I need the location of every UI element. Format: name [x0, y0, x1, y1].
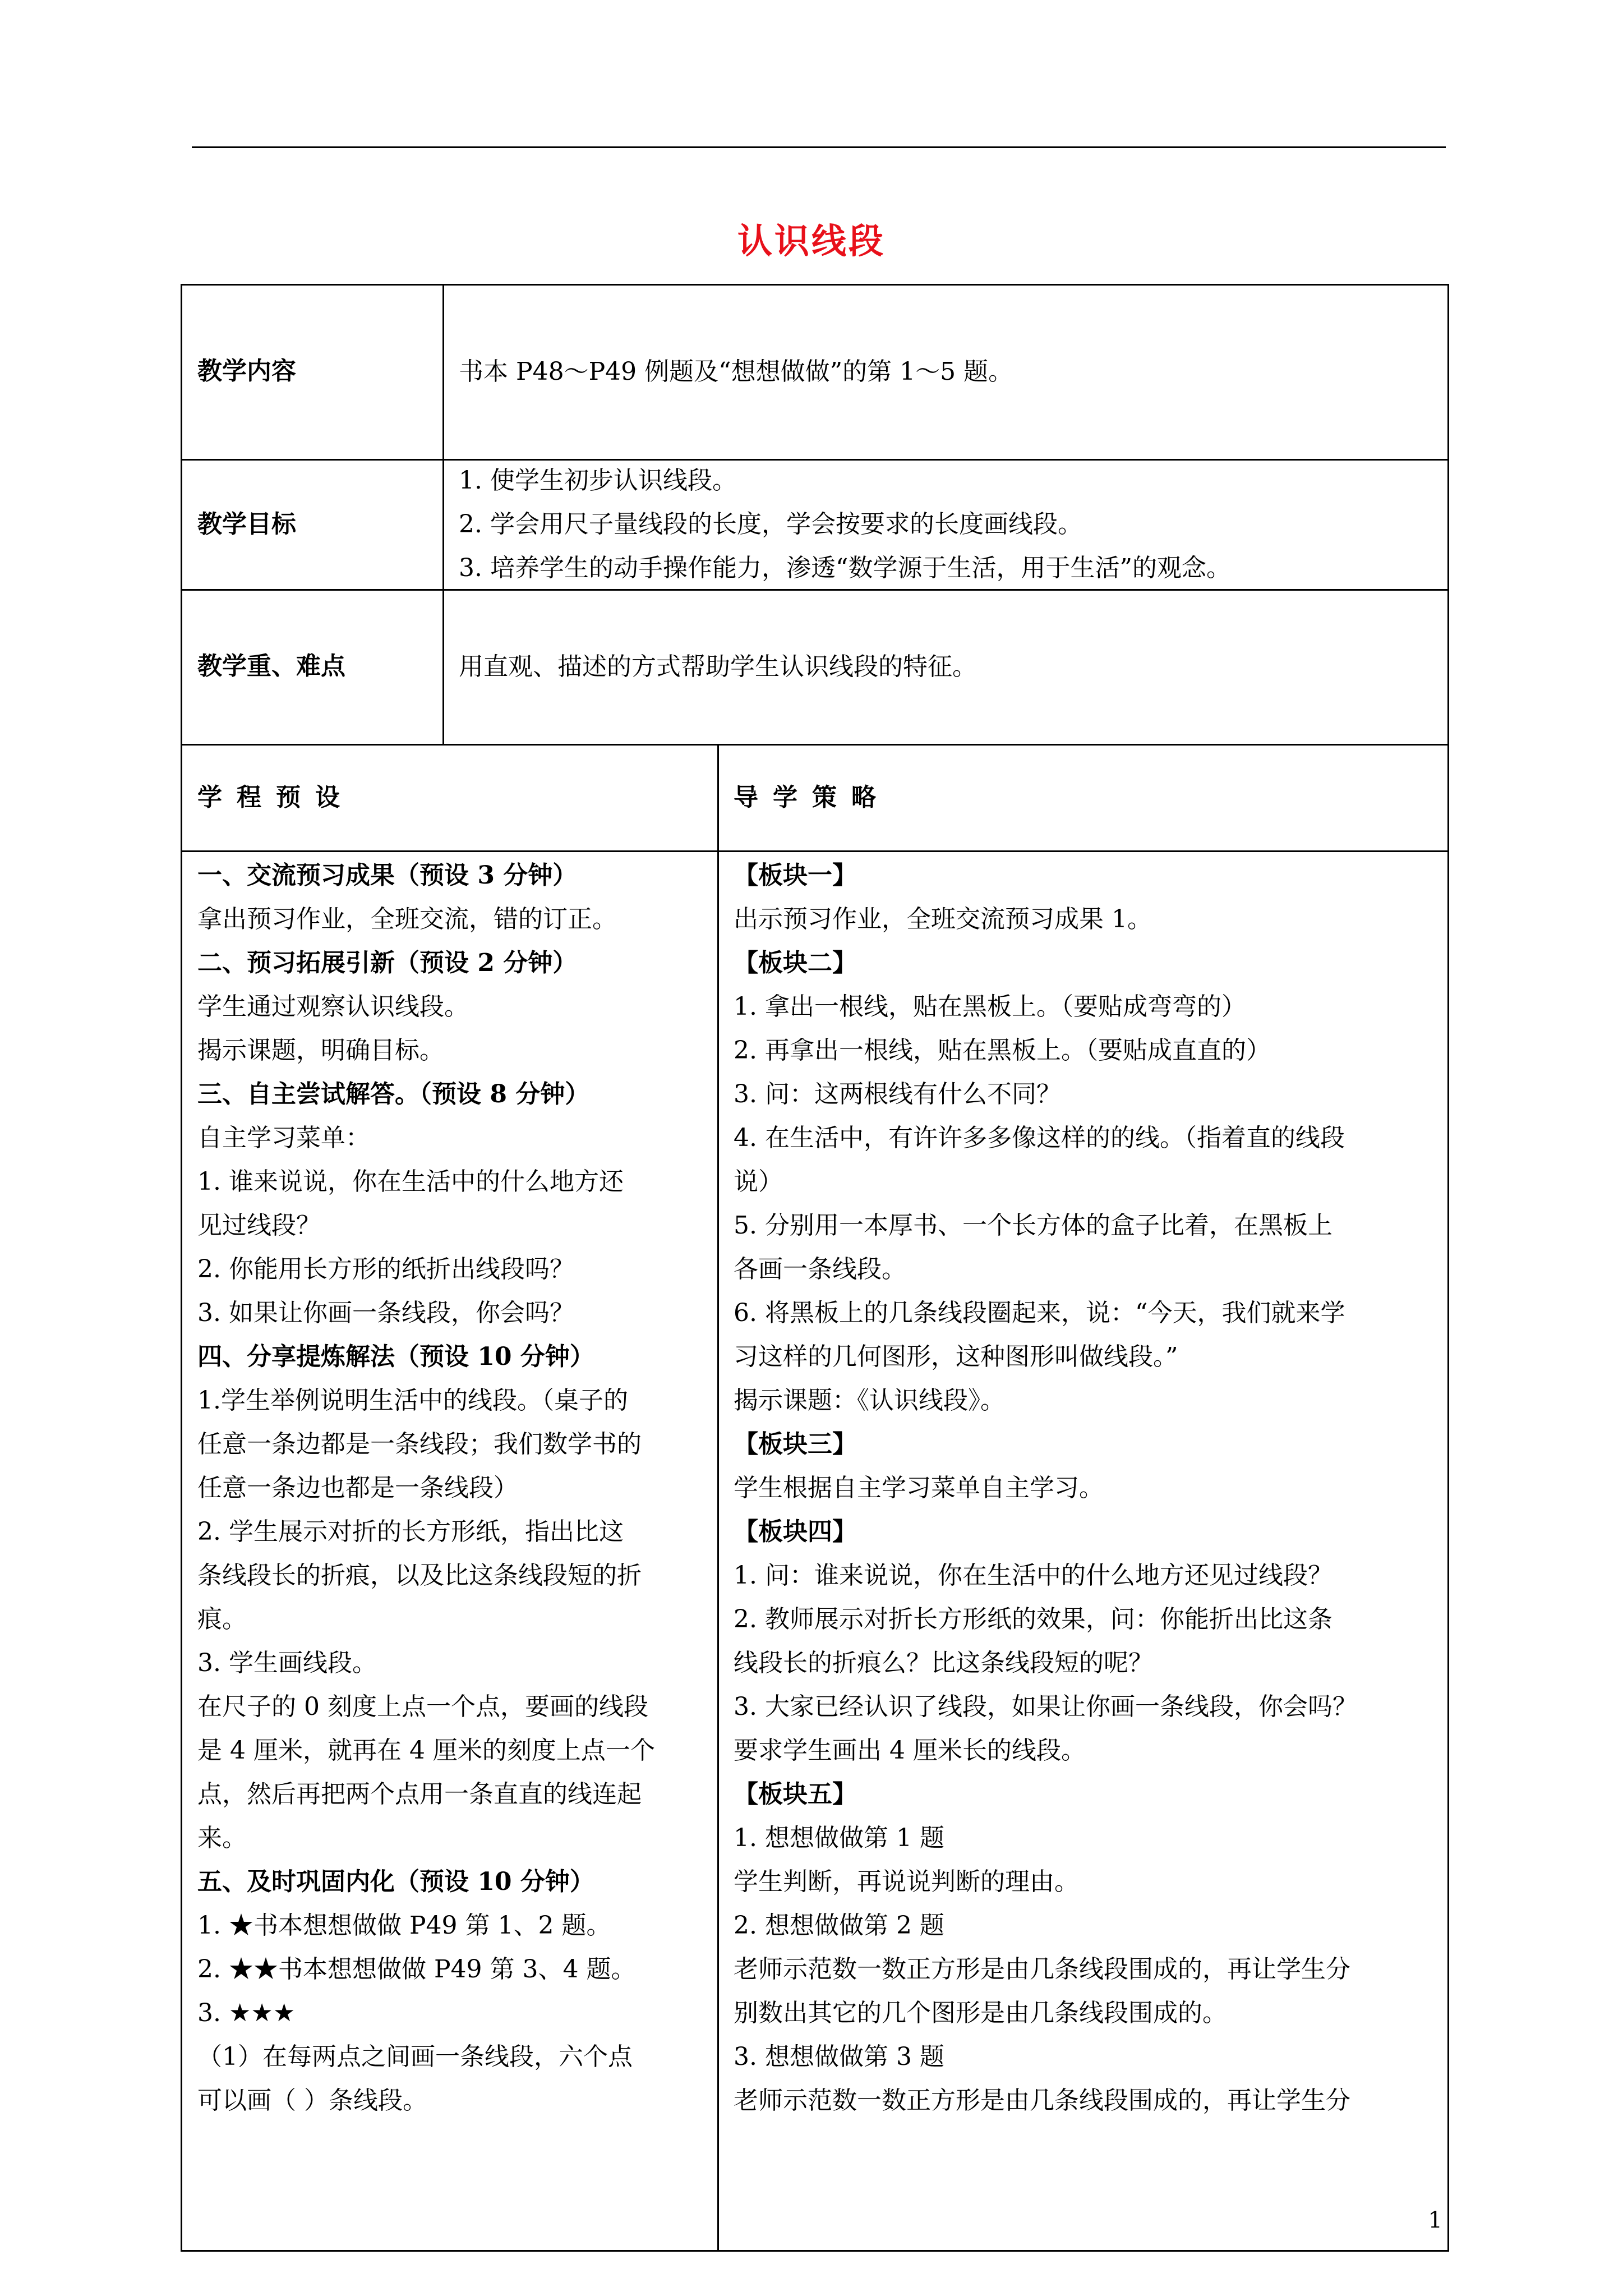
text-line: 老师示范数一数正方形是由几条线段围成的，再让学生分 — [734, 2086, 1350, 2115]
text-line: 别数出其它的几个图形是由几条线段围成的。 — [734, 1999, 1227, 2027]
text-line: 1. 想想做做第 1 题 — [734, 1824, 944, 1852]
section-heading: 二、预习拓展引新（预设 2 分钟） — [197, 949, 578, 977]
page-number: 1 — [1428, 2207, 1442, 2233]
row-label-keypoints: 教学重、难点 — [197, 652, 345, 680]
text-line: 3. 如果让你画一条线段，你会吗？ — [197, 1299, 574, 1327]
column-header-plan: 学程预设 — [197, 783, 354, 812]
section-heading: 四、分享提炼解法（预设 10 分钟） — [197, 1342, 594, 1371]
row-label-content: 教学内容 — [197, 357, 296, 385]
text-line: 2. 学生展示对折的长方形纸，指出比这 — [197, 1517, 624, 1546]
strategy-column — [734, 854, 1357, 2123]
table-border-bottom — [181, 2250, 1449, 2252]
row-value-keypoints — [459, 645, 977, 689]
table-border-left — [181, 284, 182, 2251]
text-line: 2. ★★书本想想做做 P49 第 3、4 题。 — [197, 1955, 636, 1984]
row-label-goals: 教学目标 — [197, 510, 296, 539]
row-line: 1. 使学生初步认识线段。 — [459, 466, 737, 495]
strategy-column-divider — [717, 744, 719, 2251]
text-line: 1. 谁来说说，你在生活中的什么地方还 — [197, 1167, 624, 1196]
text-line: 1. 拿出一根线，贴在黑板上。（要贴成弯弯的） — [734, 992, 1246, 1021]
text-line: 5. 分别用一本厚书、一个长方体的盒子比着，在黑板上 — [734, 1211, 1332, 1240]
text-line: 学生判断，再说说判断的理由。 — [734, 1867, 1079, 1896]
text-line: 揭示课题，明确目标。 — [197, 1036, 444, 1065]
section-heading: 一、交流预习成果（预设 3 分钟） — [197, 861, 578, 890]
text-line: 6. 将黑板上的几条线段圈起来，说：“今天，我们就来学 — [734, 1299, 1345, 1327]
text-line: 拿出预习作业，全班交流，错的订正。 — [197, 905, 617, 933]
text-line: 1. 问：谁来说说，你在生活中的什么地方还见过线段？ — [734, 1561, 1332, 1590]
plan-column — [197, 854, 655, 2123]
text-line: 要求学生画出 4 厘米长的线段。 — [734, 1736, 1086, 1765]
text-line: （1）在每两点之间画一条线段，六个点 — [197, 2042, 633, 2071]
text-line: 学生根据自主学习菜单自主学习。 — [734, 1474, 1104, 1502]
section-heading: 【板块三】 — [734, 1430, 857, 1458]
text-line: 2. 你能用长方形的纸折出线段吗？ — [197, 1255, 574, 1283]
text-line: 各画一条线段。 — [734, 1255, 906, 1283]
table-divider — [181, 744, 1449, 746]
text-line: 点，然后再把两个点用一条直直的线连起 — [197, 1780, 642, 1809]
text-line: 学生通过观察认识线段。 — [197, 992, 469, 1021]
text-line: 自主学习菜单： — [197, 1124, 370, 1152]
header-rule — [192, 146, 1446, 148]
text-line: 说） — [734, 1167, 783, 1196]
section-heading: 三、自主尝试解答。（预设 8 分钟） — [197, 1080, 590, 1108]
row-value-goals — [459, 459, 1231, 590]
text-line: 来。 — [197, 1824, 247, 1852]
column-header-strategy: 导学策略 — [734, 783, 891, 812]
text-line: 2. 教师展示对折长方形纸的效果，问：你能折出比这条 — [734, 1605, 1332, 1634]
section-heading: 五、及时巩固内化（预设 10 分钟） — [197, 1867, 594, 1896]
text-line: 2. 想想做做第 2 题 — [734, 1911, 944, 1940]
table-border-right — [1447, 284, 1449, 2251]
text-line: 3. 问：这两根线有什么不同？ — [734, 1080, 1061, 1108]
text-line: 是 4 厘米，就再在 4 厘米的刻度上点一个 — [197, 1736, 655, 1765]
text-line: 痕。 — [197, 1605, 247, 1634]
text-line: 见过线段？ — [197, 1211, 321, 1240]
text-line: 习这样的几何图形，这种图形叫做线段。” — [734, 1342, 1178, 1371]
text-line: 线段长的折痕么？比这条线段短的呢？ — [734, 1649, 1153, 1677]
text-line: 在尺子的 0 刻度上点一个点，要画的线段 — [197, 1692, 648, 1721]
row-line: 2. 学会用尺子量线段的长度，学会按要求的长度画线段。 — [459, 510, 1082, 539]
row-line: 3. 培养学生的动手操作能力，渗透“数学源于生活，用于生活”的观念。 — [459, 554, 1231, 582]
text-line: 2. 再拿出一根线，贴在黑板上。（要贴成直直的） — [734, 1036, 1271, 1065]
text-line: 4. 在生活中，有许许多多像这样的的线。（指着直的线段 — [734, 1124, 1345, 1152]
text-line: 揭示课题：《认识线段》。 — [734, 1386, 1005, 1415]
text-line: 3. 想想做做第 3 题 — [734, 2042, 944, 2071]
text-line: 可以画（ ）条线段。 — [197, 2086, 427, 2115]
section-heading: 【板块五】 — [734, 1780, 857, 1809]
row-value-content — [459, 350, 1013, 394]
section-heading: 【板块二】 — [734, 949, 857, 977]
page-title: 认识线段 — [737, 220, 886, 261]
text-line: 任意一条边都是一条线段；我们数学书的 — [197, 1430, 642, 1458]
text-line: 3. ★★★ — [197, 1999, 296, 2027]
section-heading: 【板块四】 — [734, 1517, 857, 1546]
section-heading: 【板块一】 — [734, 861, 857, 890]
row-line: 书本 P48～P49 例题及“想想做做”的第 1～5 题。 — [459, 357, 1013, 386]
text-line: 3. 学生画线段。 — [197, 1649, 377, 1677]
text-line: 3. 大家已经认识了线段，如果让你画一条线段，你会吗？ — [734, 1692, 1357, 1721]
text-line: 1. ★书本想想做做 P49 第 1、2 题。 — [197, 1911, 611, 1940]
row-line: 用直观、描述的方式帮助学生认识线段的特征。 — [459, 652, 977, 681]
label-column-divider — [442, 284, 444, 744]
text-line: 条线段长的折痕，以及比这条线段短的折 — [197, 1561, 642, 1590]
table-border-top — [181, 284, 1449, 286]
table-divider — [181, 850, 1449, 852]
text-line: 任意一条边也都是一条线段） — [197, 1474, 518, 1502]
text-line: 老师示范数一数正方形是由几条线段围成的，再让学生分 — [734, 1955, 1350, 1984]
text-line: 出示预习作业，全班交流预习成果 1。 — [734, 905, 1152, 933]
text-line: 1.学生举例说明生活中的线段。（桌子的 — [197, 1386, 628, 1415]
